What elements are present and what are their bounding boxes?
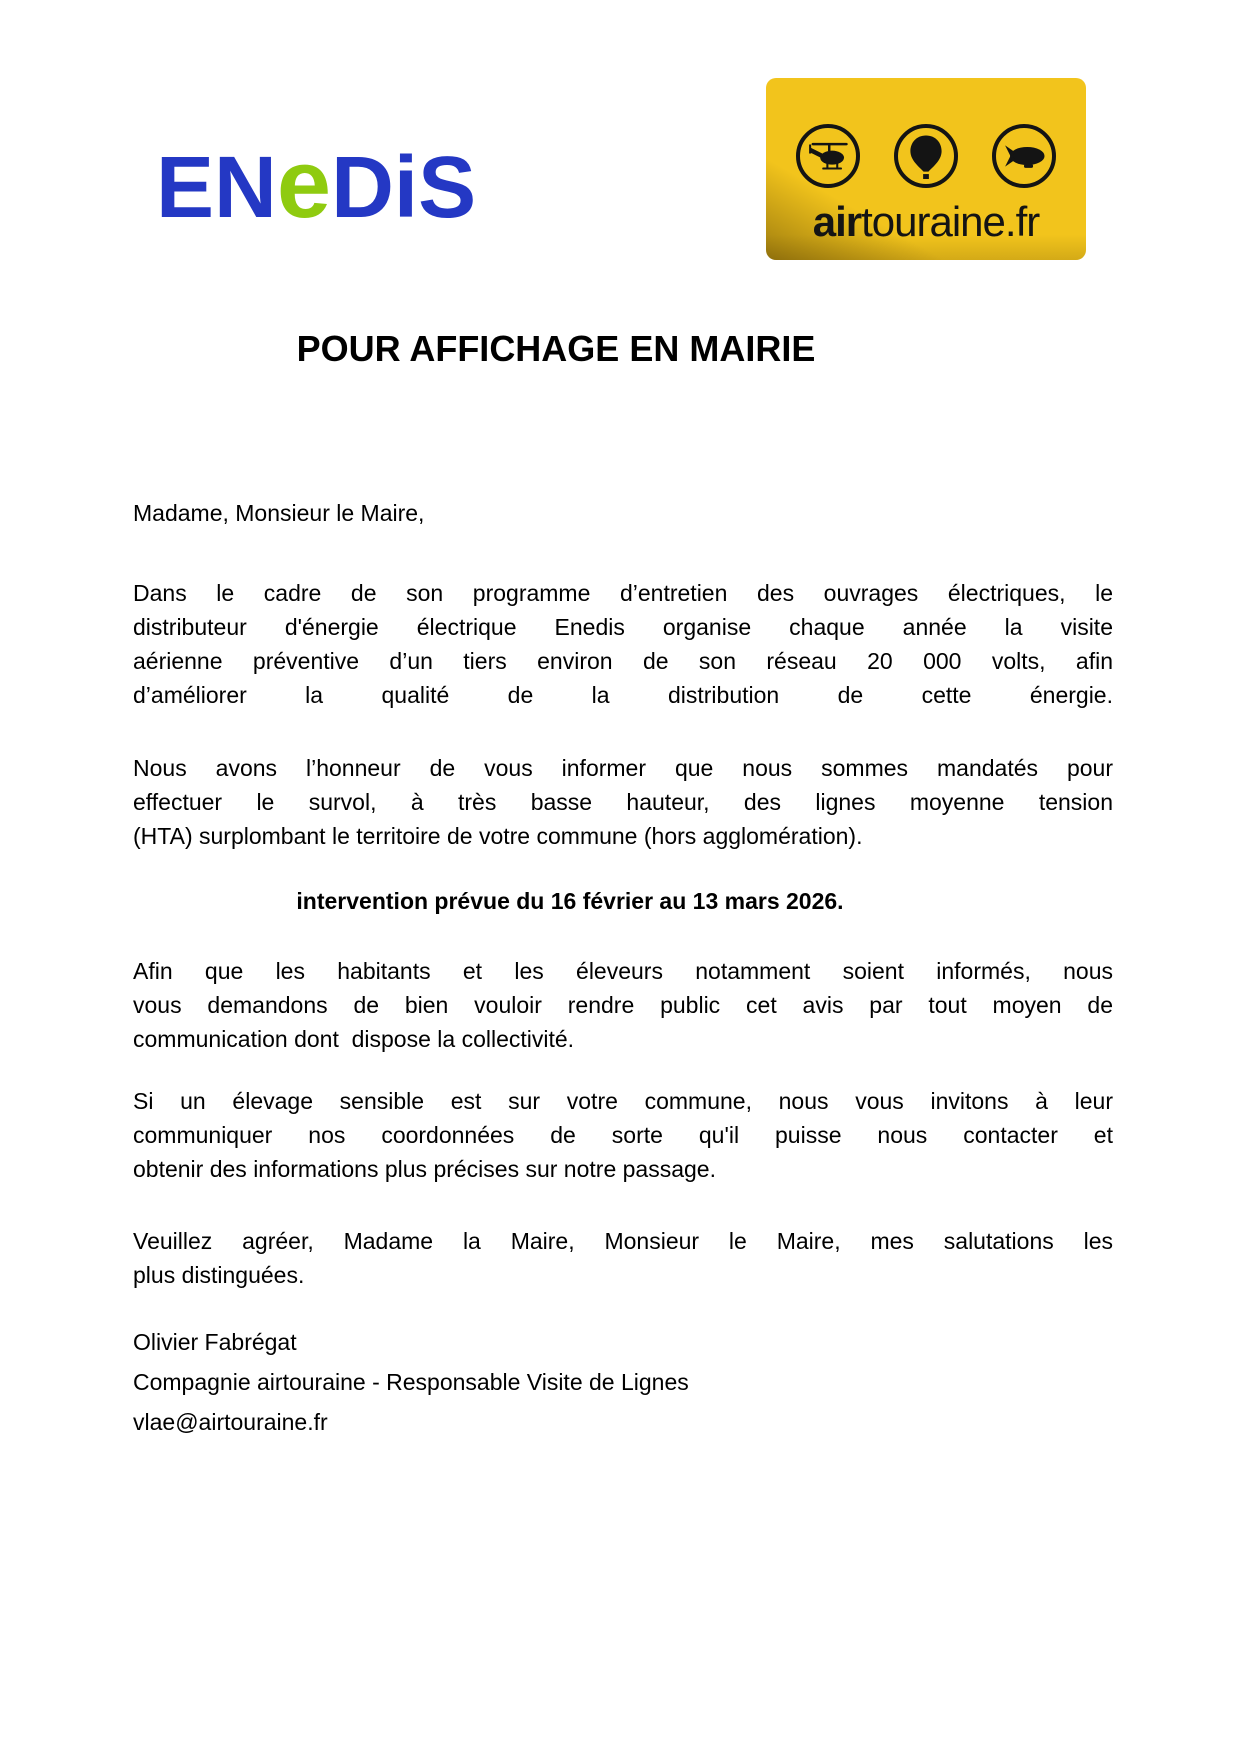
paragraph-line: obtenir des informations plus précises sur notre passage. bbox=[133, 1156, 716, 1182]
hot-air-balloon-icon bbox=[903, 133, 949, 179]
paragraph-public-notice bbox=[133, 954, 1113, 1056]
airship-icon bbox=[1001, 133, 1047, 179]
airship-badge bbox=[992, 124, 1056, 188]
paragraph-line: Veuillez agréer, Madame la Maire, Monsieur le Maire, mes salutations les bbox=[133, 1228, 1113, 1254]
balloon-badge bbox=[894, 124, 958, 188]
paragraph-line: Si un élevage sensible est sur votre commune, nous vous invitons à leur bbox=[133, 1088, 1113, 1114]
paragraph-line: communication dont dispose la collectivité. bbox=[133, 1026, 575, 1052]
paragraph-line: Nous avons l’honneur de vous informer que nous sommes mandatés pour bbox=[133, 755, 1113, 781]
airtouraine-logo bbox=[766, 78, 1086, 260]
signature-email: vlae@airtouraine.fr bbox=[133, 1409, 328, 1435]
signature-block bbox=[133, 1322, 1113, 1442]
paragraph-line: effectuer le survol, à très basse hauteur, des lignes moyenne tension bbox=[133, 789, 1113, 815]
enedis-logo bbox=[156, 129, 477, 238]
enedis-logo-text-end: DiS bbox=[331, 139, 477, 236]
paragraph-line: distributeur d'énergie électrique Enedis organise chaque année la visite bbox=[133, 614, 1113, 640]
paragraph-line: vous demandons de bien vouloir rendre public cet avis par tout moyen de bbox=[133, 992, 1113, 1018]
letter-body bbox=[133, 496, 1113, 1442]
helicopter-badge bbox=[796, 124, 860, 188]
airtouraine-icon-row bbox=[766, 78, 1086, 188]
salutation: Madame, Monsieur le Maire, bbox=[133, 500, 425, 526]
paragraph-line: Dans le cadre de son programme d’entretien des ouvrages électriques, le bbox=[133, 580, 1113, 606]
airtouraine-brand-rest: touraine.fr bbox=[861, 198, 1040, 245]
paragraph-sensitive-farms bbox=[133, 1084, 1113, 1186]
paragraph-closing bbox=[133, 1224, 1113, 1292]
paragraph-line: plus distinguées. bbox=[133, 1262, 305, 1288]
paragraph-line: communiquer nos coordonnées de sorte qu'il puisse nous contacter et bbox=[133, 1122, 1113, 1148]
paragraph-line: d’améliorer la qualité de la distribution de cette énergie. bbox=[133, 682, 1113, 708]
helicopter-icon bbox=[805, 133, 851, 179]
paragraph-mandate bbox=[133, 751, 1113, 853]
enedis-logo-letter-e: e bbox=[276, 129, 332, 238]
enedis-logo-text-start: EN bbox=[156, 139, 277, 236]
signature-company-role: Compagnie airtouraine - Responsable Visite de Lignes bbox=[133, 1369, 689, 1395]
paragraph-line: aérienne préventive d’un tiers environ de son réseau 20 000 volts, afin bbox=[133, 648, 1113, 674]
page-title: POUR AFFICHAGE EN MAIRIE bbox=[296, 328, 816, 369]
airtouraine-brand-air: air bbox=[812, 198, 862, 245]
intervention-dates: intervention prévue du 16 février au 13 mars 2026. bbox=[296, 888, 844, 914]
paragraph-line: Afin que les habitants et les éleveurs notamment soient informés, nous bbox=[133, 958, 1113, 984]
paragraph-line: (HTA) surplombant le territoire de votre commune (hors agglomération). bbox=[133, 823, 863, 849]
airtouraine-brand bbox=[766, 198, 1086, 245]
signature-name: Olivier Fabrégat bbox=[133, 1329, 297, 1355]
paragraph-intro bbox=[133, 576, 1113, 712]
